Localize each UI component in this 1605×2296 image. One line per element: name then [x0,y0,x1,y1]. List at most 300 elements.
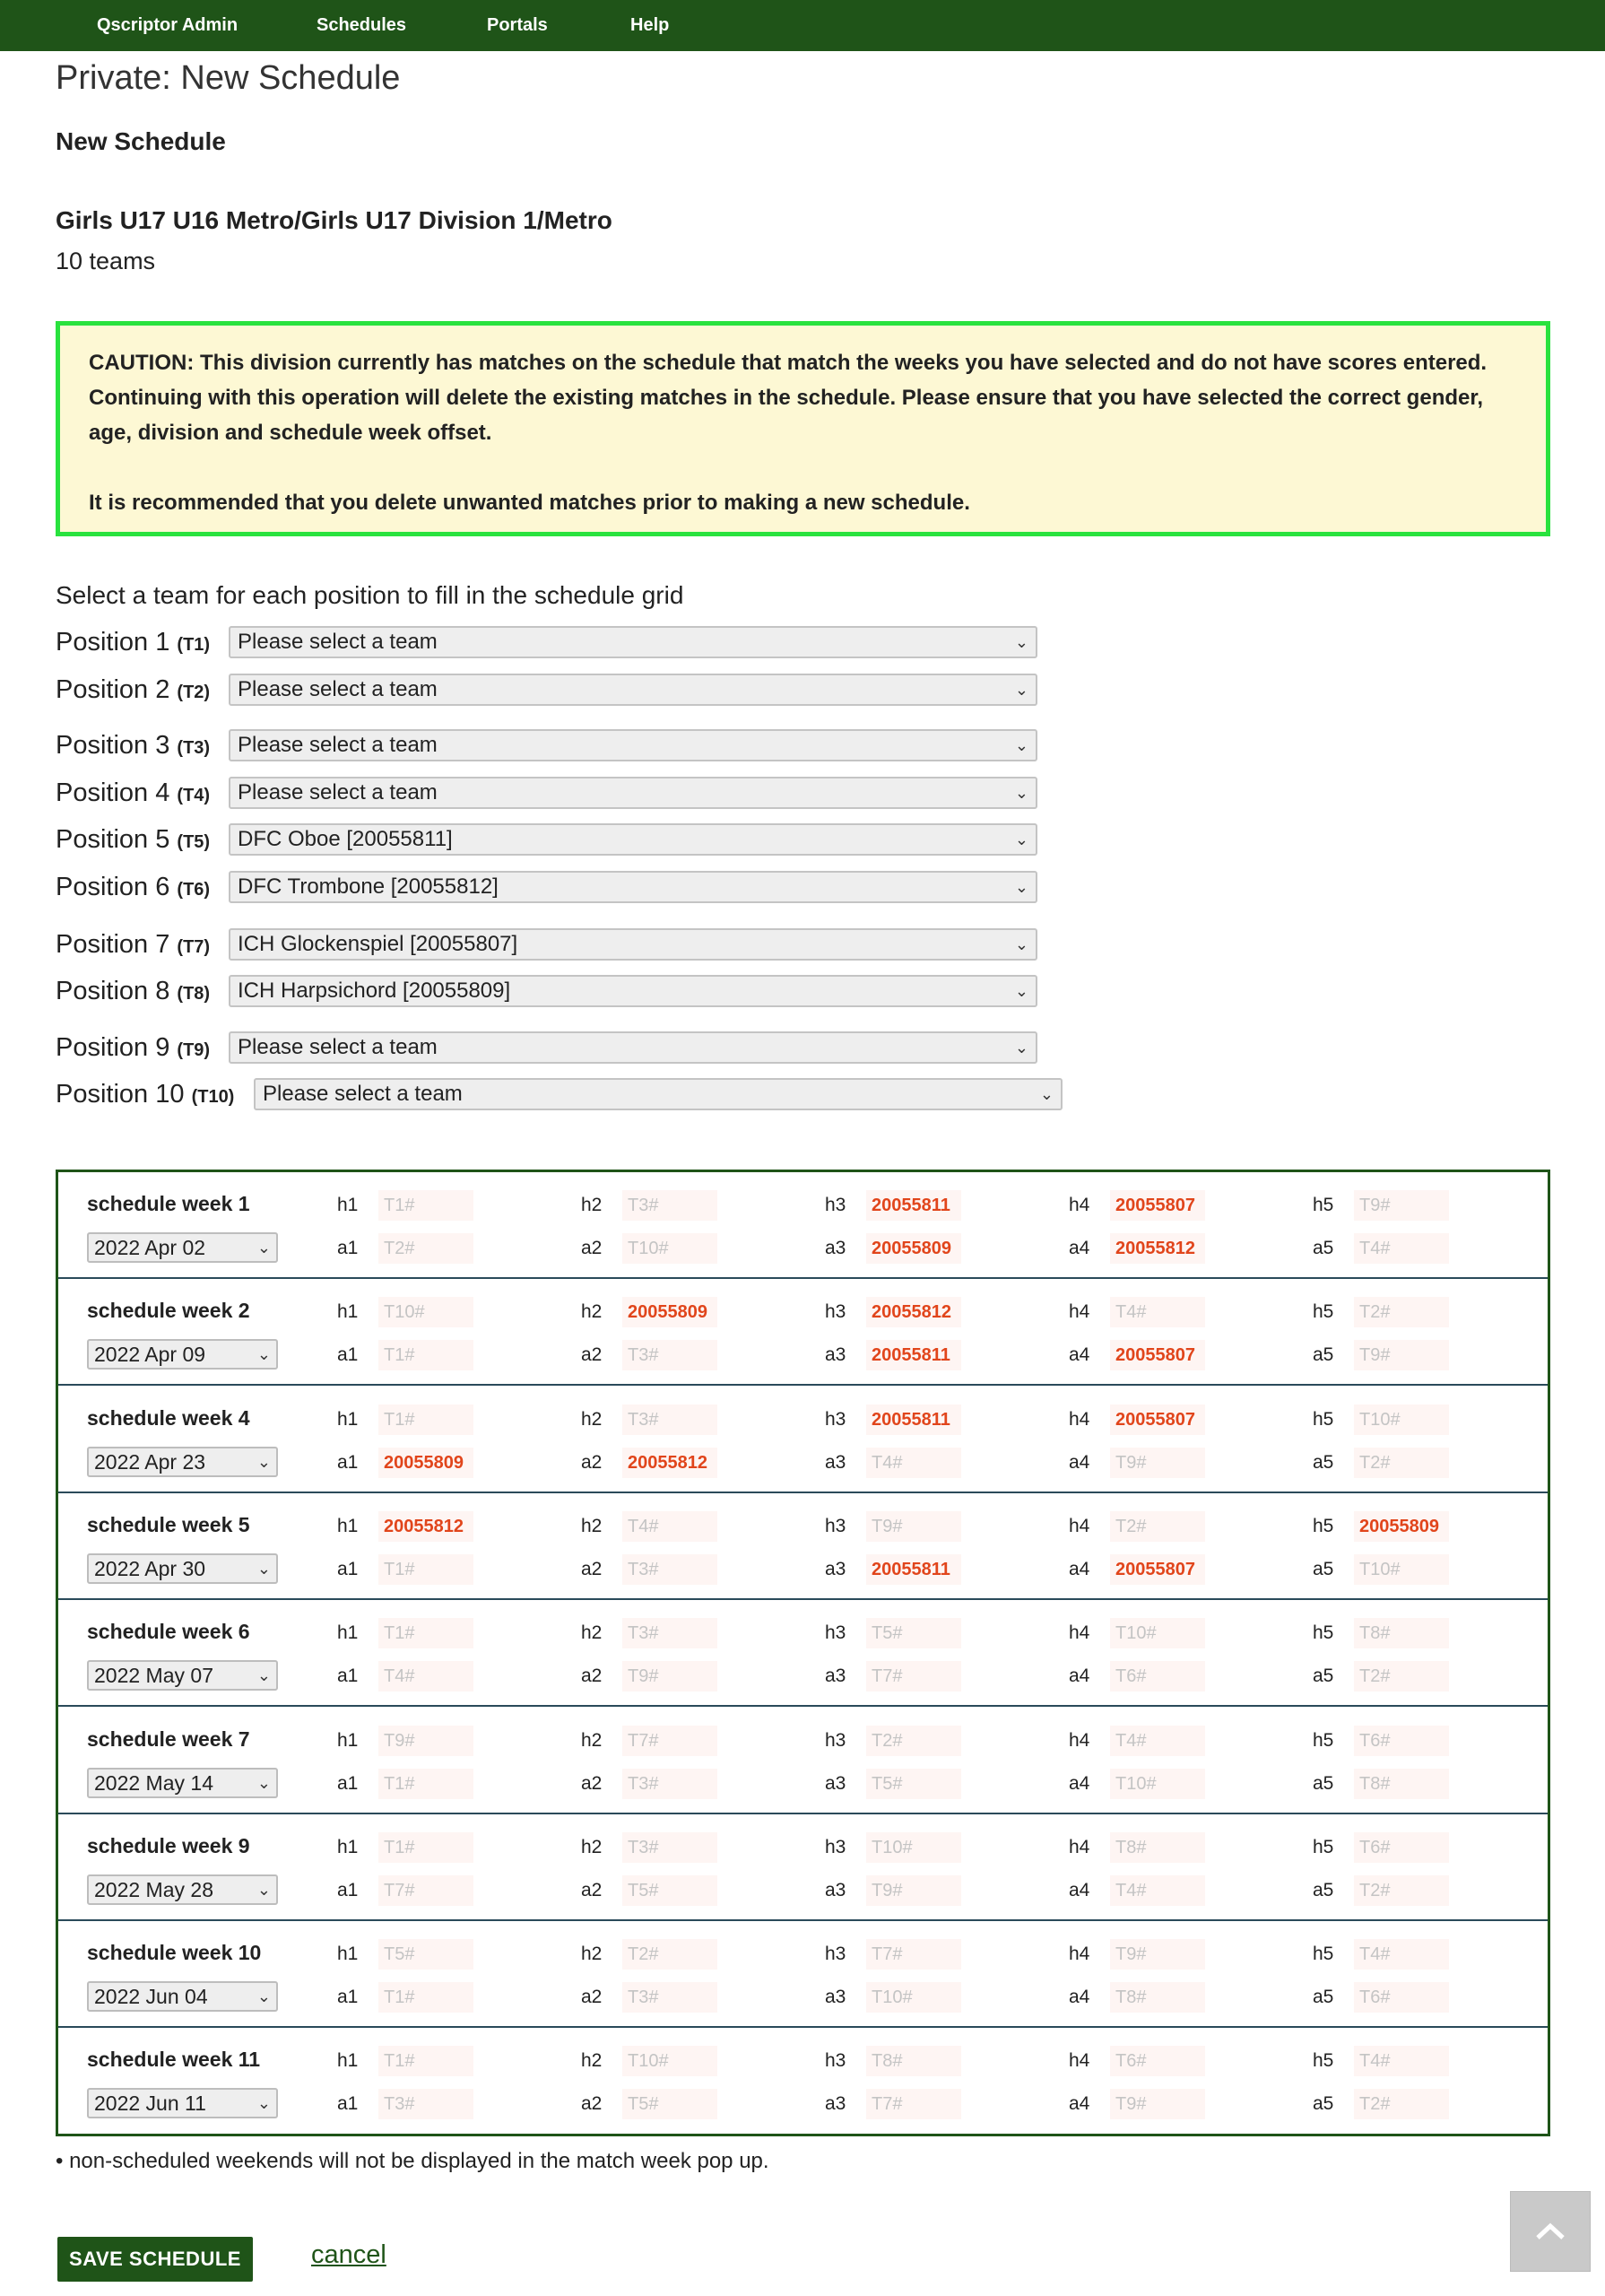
week-date-select[interactable]: 2022 May 07 ⌄ [87,1660,278,1691]
position-label: Position 8 (T8) [56,976,211,1005]
week-label: schedule week 2 [87,1299,250,1322]
position-1-team-select[interactable]: Please select a team ⌄ [229,626,1037,658]
position-5-team-select[interactable]: DFC Oboe [20055811] ⌄ [229,823,1037,856]
away-team-input[interactable]: T8# [1110,1982,1205,2013]
slot-tag: h3 [825,1837,846,1857]
match-slot [1313,1875,1449,1906]
match-slot [337,1769,473,1799]
slot-tag: a3 [825,2093,846,2114]
slot-tag: a2 [581,1987,603,2007]
position-label: Position 6 (T6) [56,872,211,901]
match-slot [1069,1297,1205,1327]
position-10-team-select[interactable]: Please select a team ⌄ [254,1078,1063,1110]
slot-tag: a5 [1313,1238,1334,1258]
team-count: 10 teams [56,248,156,274]
match-slot [825,1297,961,1327]
home-team-input[interactable]: T5# [378,1939,473,1970]
slot-tag: a4 [1069,1880,1090,1900]
match-slot [1069,1405,1205,1435]
home-team-input[interactable]: 20055809 [622,1297,717,1327]
section-subtitle: New Schedule [56,127,226,155]
week-label: schedule week 4 [87,1406,250,1430]
match-slot [337,1448,473,1478]
home-team-input[interactable]: T10# [378,1297,473,1327]
match-slot [337,1405,473,1435]
slot-tag: h2 [581,1195,603,1215]
week-date-select[interactable]: 2022 Apr 30 ⌄ [87,1553,278,1584]
away-team-input[interactable]: T9# [622,1661,717,1692]
chevron-down-icon: ⌄ [1014,935,1028,953]
slot-tag: h1 [337,1409,359,1430]
match-slot [337,1939,473,1970]
nav-help[interactable]: Help [630,15,670,35]
home-team-input[interactable]: T4# [1110,1726,1205,1756]
home-team-input[interactable]: 20055812 [378,1511,473,1542]
schedule-week-row [58,1387,1548,1493]
home-team-input[interactable]: T8# [1354,1618,1449,1648]
away-team-input[interactable]: T6# [1110,1661,1205,1692]
away-team-input[interactable]: T1# [378,1340,473,1370]
caution-text: CAUTION: This division currently has matches on the schedule that match the weeks you have selected and do not have scores entered. Continuing with this operation will delete the existing matches in the schedule. Please ensure that you have selected the correct gender, age, division and schedule week offset. [89,351,1488,445]
schedule-week-row [58,2028,1548,2135]
top-nav [0,0,1605,51]
home-team-input[interactable]: T5# [866,1618,961,1648]
away-team-input[interactable]: T10# [622,1233,717,1264]
slot-tag: a3 [825,1773,846,1794]
away-team-input[interactable]: T4# [866,1448,961,1478]
home-team-input[interactable]: 20055812 [866,1297,961,1327]
away-team-input[interactable]: T1# [378,1982,473,2013]
away-team-input[interactable]: 20055809 [866,1233,961,1264]
match-slot [825,1554,961,1585]
save-schedule-button[interactable]: SAVE SCHEDULE [57,2237,253,2282]
position-row [56,870,1037,904]
away-team-input[interactable]: T1# [378,1769,473,1799]
away-team-input[interactable]: T2# [1354,1875,1449,1906]
slot-tag: h4 [1069,1516,1090,1536]
match-slot [1313,1448,1449,1478]
match-slot [1069,1233,1205,1264]
match-slot [581,1618,717,1648]
position-row [56,776,1037,810]
week-date-select[interactable]: 2022 Jun 11 ⌄ [87,2088,278,2118]
slot-tag: a5 [1313,1344,1334,1365]
position-7-team-select[interactable]: ICH Glockenspiel [20055807] ⌄ [229,928,1037,961]
nav-portals[interactable]: Portals [487,15,548,35]
slot-tag: a4 [1069,2093,1090,2114]
chevron-down-icon: ⌄ [256,1344,271,1363]
slot-tag: h1 [337,1622,359,1643]
away-team-input[interactable]: T10# [866,1982,961,2013]
position-label: Position 2 (T2) [56,674,211,704]
slot-tag: h2 [581,1409,603,1430]
away-team-input[interactable]: T9# [1354,1340,1449,1370]
home-team-input[interactable]: T7# [622,1726,717,1756]
match-slot [825,1618,961,1648]
position-label: Position 7 (T7) [56,929,211,959]
cancel-link[interactable]: cancel [311,2240,386,2269]
position-4-team-select[interactable]: Please select a team ⌄ [229,777,1037,809]
slot-tag: a1 [337,1987,359,2007]
match-slot [825,1769,961,1799]
chevron-down-icon: ⌄ [1014,981,1028,1000]
match-slot [581,2089,717,2119]
week-date-select[interactable]: 2022 Apr 23 ⌄ [87,1447,278,1477]
slot-tag: a3 [825,1452,846,1473]
slot-tag: h2 [581,1837,603,1857]
away-team-input[interactable]: T9# [1110,2089,1205,2119]
week-date-select[interactable]: 2022 May 28 ⌄ [87,1874,278,1905]
home-team-input[interactable]: T2# [1354,1297,1449,1327]
slot-tag: a4 [1069,1665,1090,1686]
slot-tag: a5 [1313,1773,1334,1794]
away-team-input[interactable]: 20055807 [1110,1554,1205,1585]
away-team-input[interactable]: T7# [866,1661,961,1692]
home-team-input[interactable]: T1# [378,1190,473,1221]
slot-tag: a2 [581,1773,603,1794]
home-team-input[interactable]: T1# [378,1618,473,1648]
match-slot [337,1661,473,1692]
away-team-input[interactable]: 20055811 [866,1554,961,1585]
away-team-input[interactable]: T4# [378,1661,473,1692]
home-team-input[interactable]: T3# [622,1190,717,1221]
match-slot [581,1939,717,1970]
home-team-input[interactable]: T9# [1110,1939,1205,1970]
position-row [56,728,1037,762]
chevron-down-icon: ⌄ [1014,830,1028,848]
home-team-input[interactable]: T2# [1110,1511,1205,1542]
away-team-input[interactable]: T4# [1110,1875,1205,1906]
chevron-down-icon: ⌄ [1014,783,1028,802]
home-team-input[interactable]: T2# [622,1939,717,1970]
match-slot [1069,1511,1205,1542]
chevron-down-icon: ⌄ [256,1773,271,1792]
chevron-down-icon: ⌄ [256,1665,271,1684]
match-slot [337,1875,473,1906]
match-slot [1313,1769,1449,1799]
slot-tag: a1 [337,1665,359,1686]
match-slot [825,1982,961,2013]
away-team-input[interactable]: T4# [1354,1233,1449,1264]
match-slot [1069,1982,1205,2013]
match-slot [1313,1726,1449,1756]
slot-tag: h1 [337,1195,359,1215]
away-team-input[interactable]: 20055811 [866,1340,961,1370]
slot-tag: h1 [337,1837,359,1857]
home-team-input[interactable]: T1# [378,1405,473,1435]
position-row [56,822,1037,857]
position-label: Position 4 (T4) [56,778,211,807]
match-slot [581,2046,717,2076]
week-label: schedule week 6 [87,1620,250,1643]
slot-tag: a1 [337,1880,359,1900]
position-label: Position 10 (T10) [56,1079,235,1109]
week-label: schedule week 10 [87,1941,262,1964]
home-team-input[interactable]: T3# [622,1405,717,1435]
match-slot [581,1769,717,1799]
slot-tag: h5 [1313,1837,1334,1857]
week-label: schedule week 1 [87,1192,250,1215]
week-date-select[interactable]: 2022 May 14 ⌄ [87,1768,278,1798]
away-team-input[interactable]: T5# [622,1875,717,1906]
slot-tag: h1 [337,1730,359,1751]
slot-tag: h5 [1313,1301,1334,1322]
away-team-input[interactable]: T2# [378,1233,473,1264]
home-team-input[interactable]: T10# [866,1832,961,1863]
slot-tag: h1 [337,2050,359,2071]
chevron-down-icon: ⌄ [1039,1084,1054,1103]
match-slot [1069,1769,1205,1799]
match-slot [1313,2046,1449,2076]
match-slot [581,1190,717,1221]
position-row [56,1031,1037,1065]
caution-recommendation: It is recommended that you delete unwanted matches prior to making a new schedule. [89,491,970,515]
slot-tag: a5 [1313,1559,1334,1579]
away-team-input[interactable]: T7# [378,1875,473,1906]
slot-tag: h5 [1313,1944,1334,1964]
slot-tag: a1 [337,1344,359,1365]
slot-tag: a3 [825,1559,846,1579]
home-team-input[interactable]: T9# [866,1511,961,1542]
away-team-input[interactable]: T3# [622,1554,717,1585]
away-team-input[interactable]: T2# [1354,2089,1449,2119]
match-slot [1313,1405,1449,1435]
match-slot [1069,1939,1205,1970]
home-team-input[interactable]: T4# [1354,2046,1449,2076]
match-slot [337,1297,473,1327]
away-team-input[interactable]: T5# [622,2089,717,2119]
caution-box [56,321,1550,536]
match-slot [825,1511,961,1542]
match-slot [337,1726,473,1756]
slot-tag: a4 [1069,1559,1090,1579]
slot-tag: h2 [581,1516,603,1536]
match-slot [1069,1340,1205,1370]
chevron-down-icon: ⌄ [1014,877,1028,896]
slot-tag: h4 [1069,1944,1090,1964]
away-team-input[interactable]: T7# [866,2089,961,2119]
chevron-down-icon: ⌄ [1014,680,1028,699]
schedule-week-row [58,1921,1548,2028]
position-label: Position 1 (T1) [56,627,211,657]
match-slot [825,1875,961,1906]
home-team-input[interactable]: 20055807 [1110,1405,1205,1435]
slot-tag: h1 [337,1944,359,1964]
week-date-select[interactable]: 2022 Apr 02 ⌄ [87,1232,278,1263]
home-team-input[interactable]: T10# [1110,1618,1205,1648]
home-team-input[interactable]: 20055809 [1354,1511,1449,1542]
position-6-team-select[interactable]: DFC Trombone [20055812] ⌄ [229,871,1037,903]
slot-tag: a5 [1313,1987,1334,2007]
slot-tag: h2 [581,2050,603,2071]
match-slot [825,1939,961,1970]
match-slot [825,1726,961,1756]
away-team-input[interactable]: T9# [866,1875,961,1906]
match-slot [1313,2089,1449,2119]
position-row [56,1077,1063,1111]
nav-schedules[interactable]: Schedules [317,15,407,35]
slot-tag: h5 [1313,1622,1334,1643]
slot-tag: a2 [581,1880,603,1900]
chevron-down-icon: ⌄ [256,1452,271,1471]
slot-tag: a3 [825,1987,846,2007]
slot-tag: a3 [825,1880,846,1900]
slot-tag: h4 [1069,1301,1090,1322]
chevron-down-icon: ⌄ [256,1987,271,2005]
chevron-down-icon: ⌄ [256,1559,271,1578]
slot-tag: a1 [337,1238,359,1258]
scroll-to-top-button[interactable] [1510,2191,1591,2272]
home-team-input[interactable]: T4# [1110,1297,1205,1327]
match-slot [581,1982,717,2013]
home-team-input[interactable]: T8# [1110,1832,1205,1863]
match-slot [337,2089,473,2119]
away-team-input[interactable]: T5# [866,1769,961,1799]
slot-tag: h4 [1069,2050,1090,2071]
slot-tag: h2 [581,1730,603,1751]
away-team-input[interactable]: T9# [1110,1448,1205,1478]
match-slot [1313,1511,1449,1542]
slot-tag: h3 [825,2050,846,2071]
home-team-input[interactable]: T6# [1354,1832,1449,1863]
match-slot [825,1832,961,1863]
away-team-input[interactable]: T3# [622,1769,717,1799]
away-team-input[interactable]: T2# [1354,1448,1449,1478]
home-team-input[interactable]: 20055811 [866,1405,961,1435]
match-slot [825,1405,961,1435]
home-team-input[interactable]: T10# [622,2046,717,2076]
position-label: Position 9 (T9) [56,1032,211,1062]
away-team-input[interactable]: 20055807 [1110,1340,1205,1370]
week-label: schedule week 5 [87,1513,250,1536]
match-slot [581,1297,717,1327]
away-team-input[interactable]: T10# [1110,1769,1205,1799]
home-team-input[interactable]: T6# [1354,1726,1449,1756]
slot-tag: a5 [1313,1452,1334,1473]
away-team-input[interactable]: 20055812 [1110,1233,1205,1264]
match-slot [825,1448,961,1478]
match-slot [337,1233,473,1264]
match-slot [1313,1554,1449,1585]
away-team-input[interactable]: T2# [1354,1661,1449,1692]
away-team-input[interactable]: T8# [1354,1769,1449,1799]
slot-tag: a2 [581,1452,603,1473]
away-team-input[interactable]: 20055809 [378,1448,473,1478]
match-slot [1069,2046,1205,2076]
slot-tag: h1 [337,1301,359,1322]
home-team-input[interactable]: T10# [1354,1405,1449,1435]
week-label: schedule week 7 [87,1727,250,1751]
schedule-week-row [58,1493,1548,1600]
home-team-input[interactable]: T4# [1354,1939,1449,1970]
slot-tag: h5 [1313,2050,1334,2071]
away-team-input[interactable]: T1# [378,1554,473,1585]
position-9-team-select[interactable]: Please select a team ⌄ [229,1031,1037,1064]
home-team-input[interactable]: T8# [866,2046,961,2076]
home-team-input[interactable]: 20055811 [866,1190,961,1221]
away-team-input[interactable]: T6# [1354,1982,1449,2013]
schedule-week-row [58,1600,1548,1707]
match-slot [1069,1448,1205,1478]
position-row [56,927,1037,961]
schedule-week-row [58,1814,1548,1921]
slot-tag: h4 [1069,1409,1090,1430]
slot-tag: h3 [825,1944,846,1964]
position-2-team-select[interactable]: Please select a team ⌄ [229,674,1037,706]
slot-tag: h3 [825,1195,846,1215]
match-slot [581,1832,717,1863]
position-3-team-select[interactable]: Please select a team ⌄ [229,729,1037,761]
home-team-input[interactable]: T9# [1354,1190,1449,1221]
position-8-team-select[interactable]: ICH Harpsichord [20055809] ⌄ [229,975,1037,1007]
match-slot [825,2046,961,2076]
week-date-select[interactable]: 2022 Apr 09 ⌄ [87,1339,278,1370]
match-slot [1313,1618,1449,1648]
match-slot [337,1554,473,1585]
home-team-input[interactable]: T3# [622,1618,717,1648]
away-team-input[interactable]: 20055812 [622,1448,717,1478]
slot-tag: a1 [337,1559,359,1579]
match-slot [1069,1726,1205,1756]
footnote: • non-scheduled weekends will not be displayed in the match week pop up. [56,2149,769,2173]
week-date-select[interactable]: 2022 Jun 04 ⌄ [87,1981,278,2012]
match-slot [1069,1875,1205,1906]
home-team-input[interactable]: T4# [622,1511,717,1542]
nav-qscriptor-admin[interactable]: Qscriptor Admin [97,15,239,35]
home-team-input[interactable]: T1# [378,2046,473,2076]
match-slot [337,1618,473,1648]
match-slot [1313,1190,1449,1221]
match-slot [825,2089,961,2119]
match-slot [1313,1233,1449,1264]
home-team-input[interactable]: 20055807 [1110,1190,1205,1221]
slot-tag: a4 [1069,1773,1090,1794]
match-slot [1069,1554,1205,1585]
match-slot [825,1340,961,1370]
slot-tag: a1 [337,1452,359,1473]
match-slot [581,1511,717,1542]
away-team-input[interactable]: T3# [622,1340,717,1370]
week-label: schedule week 9 [87,1834,250,1857]
home-team-input[interactable]: T6# [1110,2046,1205,2076]
home-team-input[interactable]: T1# [378,1832,473,1863]
home-team-input[interactable]: T9# [378,1726,473,1756]
match-slot [337,1340,473,1370]
slot-tag: a5 [1313,1665,1334,1686]
away-team-input[interactable]: T10# [1354,1554,1449,1585]
home-team-input[interactable]: T2# [866,1726,961,1756]
slot-tag: a4 [1069,1238,1090,1258]
slot-tag: h4 [1069,1195,1090,1215]
match-slot [1069,1618,1205,1648]
chevron-down-icon: ⌄ [256,2093,271,2112]
home-team-input[interactable]: T7# [866,1939,961,1970]
slot-tag: h5 [1313,1730,1334,1751]
slot-tag: a2 [581,2093,603,2114]
position-label: Position 5 (T5) [56,824,211,854]
away-team-input[interactable]: T3# [378,2089,473,2119]
match-slot [581,1554,717,1585]
week-label: schedule week 11 [87,2048,261,2071]
home-team-input[interactable]: T3# [622,1832,717,1863]
match-slot [1313,1832,1449,1863]
away-team-input[interactable]: T3# [622,1982,717,2013]
chevron-down-icon: ⌄ [1014,1038,1028,1057]
slot-tag: h2 [581,1301,603,1322]
match-slot [581,1448,717,1478]
chevron-down-icon: ⌄ [256,1880,271,1899]
slot-tag: a2 [581,1344,603,1365]
